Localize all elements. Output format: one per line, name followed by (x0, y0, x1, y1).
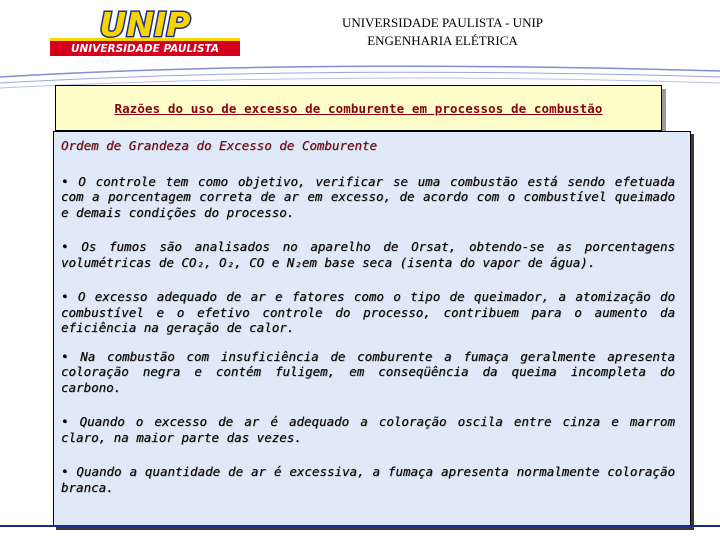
content-body (61, 138, 675, 514)
unip-logo (48, 6, 243, 60)
logo-tagline: UNIVERSIDADE PAULISTA (70, 43, 220, 55)
header-line-2: ENGENHARIA ELÉTRICA (367, 33, 518, 48)
footer-rule (0, 525, 720, 527)
slide-title: Razões do uso de excesso de comburente em processos de combustão (114, 100, 603, 116)
slide-title-box (55, 85, 662, 131)
bullet-paragraph: • O controle tem como objetivo, verificar se uma combustão está sendo efetuada com a porcentagem correta de ar em excesso, de acordo com o combustível queimado e demais condições do processo. (61, 173, 675, 220)
bullet-paragraph: • Quando o excesso de ar é adequado a coloração oscila entre cinza e marrom claro, na maior parte das vezes. (61, 414, 675, 445)
logo-brand: UNIP (99, 6, 191, 44)
institution-header (250, 14, 635, 50)
header-line-1: UNIVERSIDADE PAULISTA - UNIP (341, 15, 544, 30)
bullet-paragraph: • Na combustão com insuficiência de comburente a fumaça geralmente apresenta coloração negra e contém fuligem, em conseqüência da queima incompleta do carbono. (61, 348, 675, 395)
section-subtitle: Ordem de Grandeza do Excesso de Comburente (61, 138, 378, 153)
bullet-paragraph: • O excesso adequado de ar e fatores como o tipo de queimador, a atomização do combustível e o efetivo controle do processo, contribuem para o aumento da eficiência na geração de calor. (61, 289, 675, 335)
bullet-paragraph: • Os fumos são analisados no aparelho de Orsat, obtendo-se as porcentagens volumétricas de CO₂, O₂, CO e N₂em base seca (isenta do vapor de água). (61, 239, 675, 270)
bullet-paragraph: • Quando a quantidade de ar é excessiva, a fumaça apresenta normalmente coloração branca. (61, 464, 675, 495)
